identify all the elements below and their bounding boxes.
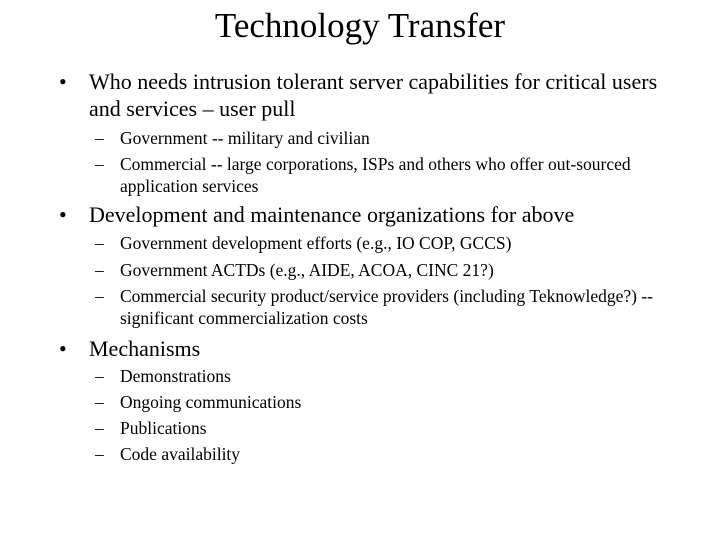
bullet-item-user-pull <box>59 68 669 122</box>
bullet-item-mechanisms <box>59 335 669 362</box>
dash-icon: – <box>95 444 104 464</box>
dash-icon: – <box>95 392 104 412</box>
sub-item-publications <box>95 417 655 439</box>
sub-item-text: Government ACTDs (e.g., AIDE, ACOA, CINC 21?) <box>120 260 494 280</box>
sub-item-demonstrations <box>95 365 655 387</box>
bullet-text: Who needs intrusion tolerant server capabilities for critical users and services – user pull <box>89 69 658 121</box>
sub-item-text: Publications <box>120 418 207 438</box>
bullet-text: Mechanisms <box>89 336 201 361</box>
bullet-icon: • <box>59 69 67 94</box>
dash-icon: – <box>95 154 104 174</box>
dash-icon: – <box>95 260 104 280</box>
bullet-icon: • <box>59 202 67 227</box>
sub-item-commercial-security <box>95 285 655 329</box>
dash-icon: – <box>95 128 104 148</box>
bullet-text: Development and maintenance organizations for above <box>89 202 575 227</box>
sub-item-text: Government -- military and civilian <box>120 128 370 148</box>
sub-item-gov-dev-efforts <box>95 232 655 254</box>
sub-item-text: Ongoing communications <box>120 392 302 412</box>
sub-item-commercial <box>95 153 655 197</box>
slide-title: Technology Transfer <box>214 6 506 45</box>
sub-item-text: Demonstrations <box>120 366 231 386</box>
sub-item-text: Commercial -- large corporations, ISPs and others who offer out-sourced application services <box>120 154 631 196</box>
sub-item-government <box>95 127 655 149</box>
sub-item-gov-actds <box>95 259 655 281</box>
dash-icon: – <box>95 286 104 306</box>
dash-icon: – <box>95 233 104 253</box>
bullet-icon: • <box>59 336 67 361</box>
dash-icon: – <box>95 418 104 438</box>
bullet-item-development <box>59 201 669 228</box>
sub-item-text: Government development efforts (e.g., IO COP, GCCS) <box>120 233 512 253</box>
dash-icon: – <box>95 366 104 386</box>
sub-item-ongoing-communications <box>95 391 655 413</box>
sub-item-code-availability <box>95 443 655 465</box>
sub-item-text: Commercial security product/service providers (including Teknowledge?) -- significant commercialization costs <box>120 286 653 328</box>
sub-item-text: Code availability <box>120 444 241 464</box>
